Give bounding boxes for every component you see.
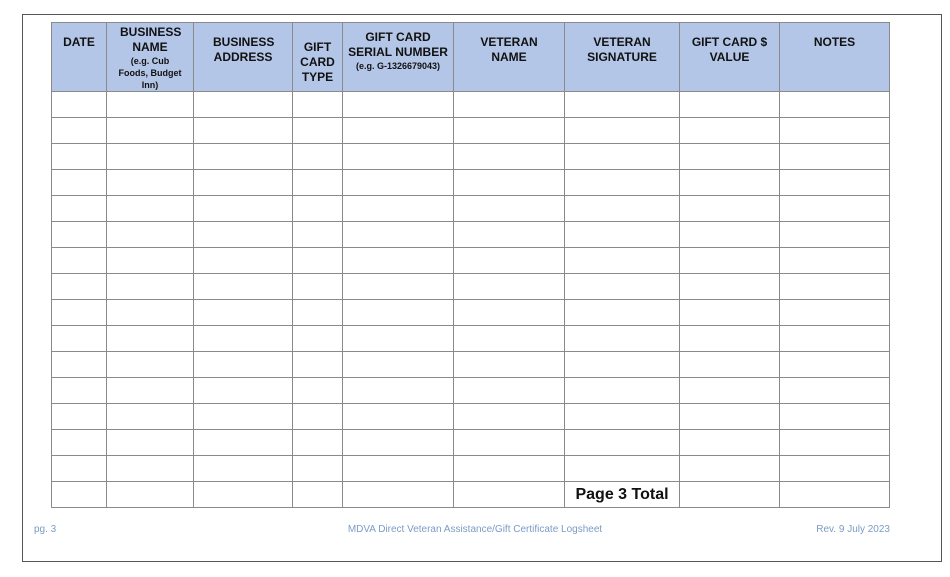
table-row [52, 274, 890, 300]
cell[interactable] [343, 430, 454, 456]
cell[interactable] [780, 326, 890, 352]
header-gift-card-type: GIFT CARD TYPE [293, 23, 343, 92]
table-row [52, 430, 890, 456]
cell[interactable] [454, 170, 565, 196]
cell[interactable] [780, 404, 890, 430]
cell[interactable] [343, 170, 454, 196]
cell[interactable] [454, 352, 565, 378]
table-row [52, 170, 890, 196]
cell[interactable] [780, 300, 890, 326]
cell[interactable] [293, 248, 343, 274]
cell[interactable] [107, 352, 194, 378]
cell[interactable] [343, 196, 454, 222]
cell[interactable] [565, 352, 680, 378]
cell[interactable] [52, 274, 107, 300]
table-row [52, 326, 890, 352]
cell[interactable] [565, 118, 680, 144]
page-total-value[interactable] [680, 482, 780, 508]
cell[interactable] [454, 92, 565, 118]
table-row [52, 456, 890, 482]
cell[interactable] [680, 274, 780, 300]
cell[interactable] [565, 92, 680, 118]
cell[interactable] [565, 456, 680, 482]
cell[interactable] [780, 118, 890, 144]
total-row [52, 482, 890, 508]
cell[interactable] [194, 118, 293, 144]
cell[interactable] [107, 274, 194, 300]
cell[interactable] [107, 170, 194, 196]
cell[interactable] [293, 430, 343, 456]
cell[interactable] [194, 482, 293, 508]
cell[interactable] [343, 274, 454, 300]
cell[interactable] [107, 326, 194, 352]
cell[interactable] [194, 378, 293, 404]
cell[interactable] [194, 196, 293, 222]
cell[interactable] [343, 300, 454, 326]
cell[interactable] [454, 430, 565, 456]
cell[interactable] [780, 170, 890, 196]
cell[interactable] [680, 456, 780, 482]
cell[interactable] [52, 196, 107, 222]
page-total-label: Page 3 Total [565, 482, 680, 508]
header-serial-number: GIFT CARD SERIAL NUMBER (e.g. G-1326679043) [343, 23, 454, 92]
cell[interactable] [107, 248, 194, 274]
cell[interactable] [343, 404, 454, 430]
header-veteran-name: VETERAN NAME [454, 23, 565, 92]
cell[interactable] [107, 300, 194, 326]
cell[interactable] [343, 456, 454, 482]
cell[interactable] [680, 326, 780, 352]
footer-title: MDVA Direct Veteran Assistance/Gift Certificate Logsheet [347, 524, 603, 535]
cell[interactable] [565, 378, 680, 404]
cell[interactable] [194, 300, 293, 326]
cell[interactable] [107, 92, 194, 118]
cell[interactable] [343, 118, 454, 144]
serial-number-example: (e.g. G-1326679043) [355, 61, 441, 71]
table-row [52, 144, 890, 170]
cell[interactable] [194, 144, 293, 170]
table-row [52, 222, 890, 248]
cell[interactable] [52, 92, 107, 118]
cell[interactable] [680, 170, 780, 196]
cell[interactable] [780, 430, 890, 456]
table-row [52, 248, 890, 274]
cell[interactable] [680, 430, 780, 456]
cell[interactable] [565, 170, 680, 196]
cell[interactable] [293, 118, 343, 144]
header-veteran-signature: VETERAN SIGNATURE [565, 23, 680, 92]
cell[interactable] [293, 300, 343, 326]
cell[interactable] [107, 144, 194, 170]
cell[interactable] [565, 430, 680, 456]
cell[interactable] [680, 222, 780, 248]
footer-page-number: pg. 3 [34, 524, 57, 535]
cell[interactable] [780, 482, 890, 508]
cell[interactable] [454, 118, 565, 144]
cell[interactable] [194, 326, 293, 352]
table-row [52, 404, 890, 430]
cell[interactable] [454, 300, 565, 326]
cell[interactable] [52, 300, 107, 326]
cell[interactable] [780, 92, 890, 118]
cell[interactable] [565, 300, 680, 326]
cell[interactable] [293, 482, 343, 508]
cell[interactable] [565, 222, 680, 248]
cell[interactable] [293, 170, 343, 196]
cell[interactable] [52, 326, 107, 352]
cell[interactable] [194, 248, 293, 274]
cell[interactable] [343, 222, 454, 248]
cell[interactable] [454, 404, 565, 430]
table-row [52, 300, 890, 326]
table-row [52, 118, 890, 144]
header-business-address: BUSINESS ADDRESS [194, 23, 293, 92]
cell[interactable] [107, 196, 194, 222]
cell[interactable] [565, 248, 680, 274]
cell[interactable] [52, 404, 107, 430]
cell[interactable] [107, 378, 194, 404]
cell[interactable] [52, 222, 107, 248]
header-business-name: BUSINESS NAME (e.g. Cub Foods, Budget Inn) [107, 23, 194, 92]
cell[interactable] [680, 118, 780, 144]
cell[interactable] [194, 222, 293, 248]
cell[interactable] [194, 92, 293, 118]
cell[interactable] [293, 274, 343, 300]
cell[interactable] [680, 404, 780, 430]
cell[interactable] [293, 326, 343, 352]
cell[interactable] [343, 248, 454, 274]
cell[interactable] [454, 378, 565, 404]
cell[interactable] [107, 482, 194, 508]
cell[interactable] [680, 378, 780, 404]
cell[interactable] [52, 456, 107, 482]
cell[interactable] [52, 170, 107, 196]
cell[interactable] [454, 248, 565, 274]
cell[interactable] [107, 430, 194, 456]
table-row [52, 196, 890, 222]
cell[interactable] [343, 92, 454, 118]
cell[interactable] [293, 144, 343, 170]
cell[interactable] [454, 222, 565, 248]
cell[interactable] [565, 144, 680, 170]
cell[interactable] [780, 222, 890, 248]
cell[interactable] [293, 352, 343, 378]
cell[interactable] [680, 352, 780, 378]
cell[interactable] [780, 144, 890, 170]
cell[interactable] [680, 248, 780, 274]
cell[interactable] [107, 222, 194, 248]
logsheet-table [51, 22, 890, 508]
cell[interactable] [680, 92, 780, 118]
cell[interactable] [780, 378, 890, 404]
cell[interactable] [780, 456, 890, 482]
business-name-example: (e.g. Cub Foods, Budget Inn) [118, 56, 182, 90]
cell[interactable] [52, 482, 107, 508]
cell[interactable] [293, 404, 343, 430]
header-date: DATE [52, 23, 107, 92]
cell[interactable] [52, 248, 107, 274]
cell[interactable] [343, 144, 454, 170]
table-row [52, 92, 890, 118]
header-row [52, 23, 890, 92]
cell[interactable] [565, 196, 680, 222]
cell[interactable] [680, 196, 780, 222]
footer-revision: Rev. 9 July 2023 [816, 524, 890, 535]
cell[interactable] [194, 404, 293, 430]
cell[interactable] [107, 118, 194, 144]
header-notes: NOTES [780, 23, 890, 92]
cell[interactable] [780, 196, 890, 222]
cell[interactable] [343, 378, 454, 404]
cell[interactable] [293, 378, 343, 404]
cell[interactable] [293, 92, 343, 118]
cell[interactable] [52, 430, 107, 456]
cell[interactable] [343, 352, 454, 378]
cell[interactable] [780, 248, 890, 274]
cell[interactable] [293, 222, 343, 248]
cell[interactable] [194, 274, 293, 300]
cell[interactable] [780, 274, 890, 300]
table-row [52, 378, 890, 404]
table-row [52, 352, 890, 378]
cell[interactable] [293, 456, 343, 482]
cell[interactable] [194, 170, 293, 196]
cell[interactable] [52, 144, 107, 170]
cell[interactable] [565, 404, 680, 430]
cell[interactable] [52, 352, 107, 378]
cell[interactable] [107, 404, 194, 430]
cell[interactable] [454, 456, 565, 482]
cell[interactable] [454, 144, 565, 170]
cell[interactable] [107, 456, 194, 482]
cell[interactable] [343, 326, 454, 352]
cell[interactable] [194, 456, 293, 482]
cell[interactable] [565, 274, 680, 300]
cell[interactable] [454, 326, 565, 352]
cell[interactable] [454, 274, 565, 300]
cell[interactable] [454, 482, 565, 508]
cell[interactable] [454, 196, 565, 222]
cell[interactable] [565, 326, 680, 352]
cell[interactable] [680, 300, 780, 326]
cell[interactable] [293, 196, 343, 222]
header-gift-card-value: GIFT CARD $ VALUE [680, 23, 780, 92]
cell[interactable] [780, 352, 890, 378]
cell[interactable] [194, 430, 293, 456]
cell[interactable] [52, 118, 107, 144]
cell[interactable] [52, 378, 107, 404]
cell[interactable] [194, 352, 293, 378]
cell[interactable] [343, 482, 454, 508]
cell[interactable] [680, 144, 780, 170]
